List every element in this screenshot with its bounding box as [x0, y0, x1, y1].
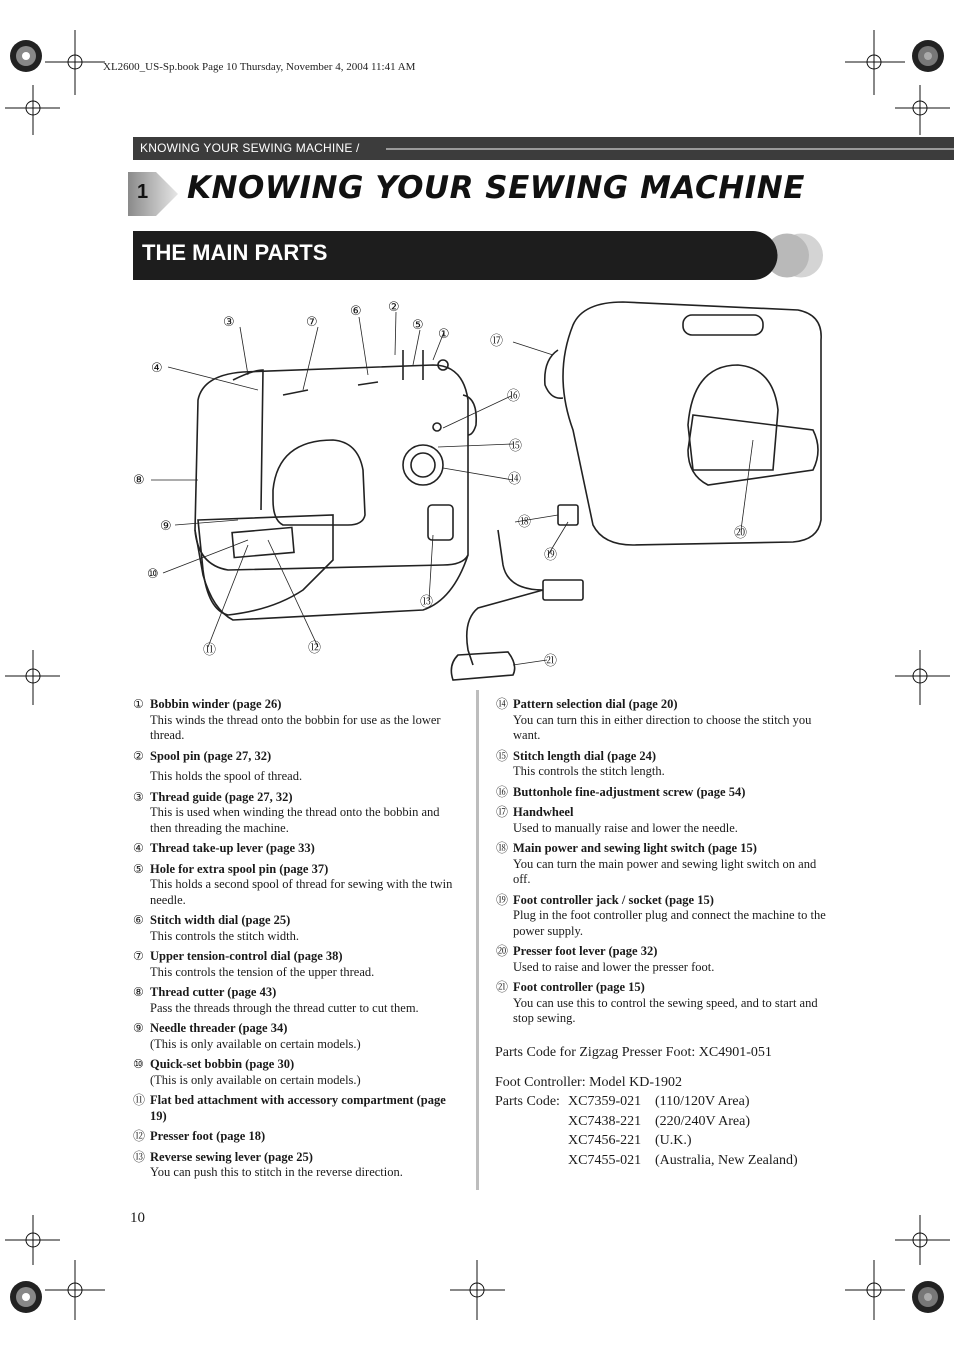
- part-title: Handwheel: [513, 805, 574, 819]
- part-number: ⑬: [133, 1149, 146, 1164]
- handwheel-front: [463, 395, 476, 435]
- callout-16: ⑯: [507, 389, 521, 404]
- part-number: ③: [133, 789, 144, 804]
- part-title: Upper tension-control dial (page 38): [150, 949, 343, 963]
- callout-12: ⑫: [308, 641, 322, 656]
- part-description: Used to raise and lower the presser foot.: [513, 959, 715, 974]
- part-title: Foot controller (page 15): [513, 980, 645, 994]
- part-item: [133, 862, 463, 909]
- part-item: [133, 985, 463, 1016]
- part-item: [496, 749, 826, 780]
- part-title: Presser foot (page 18): [150, 1129, 266, 1143]
- column-divider: [476, 690, 479, 1190]
- parts-code-row: [495, 1131, 825, 1151]
- callout-10: ⑩: [147, 567, 159, 582]
- page-number: 10: [130, 1210, 145, 1226]
- callout-2: ②: [388, 300, 400, 315]
- part-number: ①: [133, 697, 144, 711]
- part-title: Reverse sewing lever (page 25): [150, 1149, 313, 1164]
- registration-mark-top-left: [0, 18, 60, 78]
- part-item: [496, 805, 826, 836]
- part-item: [133, 1021, 463, 1052]
- part-item: [496, 697, 826, 744]
- parts-code: XC7456-221: [568, 1133, 642, 1148]
- part-description: This is used when winding the thread onto the bobbin and then threading the machine.: [150, 805, 440, 835]
- part-number: ㉑: [496, 980, 509, 994]
- callout-17: ⑰: [490, 334, 504, 349]
- part-description: This controls the stitch length.: [513, 764, 665, 778]
- callout-15: ⑮: [509, 439, 523, 454]
- parts-list-left: [133, 697, 463, 1186]
- part-item: [133, 1057, 463, 1088]
- part-item: [133, 949, 463, 980]
- part-number: ⑦: [133, 949, 144, 963]
- part-title: Needle threader (page 34): [150, 1021, 288, 1035]
- rear-arm-opening: [688, 365, 778, 470]
- part-number: ⑭: [496, 697, 509, 711]
- part-item: [133, 1150, 463, 1181]
- cable-plug: [543, 580, 583, 600]
- part-description: Pass the threads through the thread cutter to cut them.: [150, 1000, 419, 1015]
- part-description: This holds the spool of thread.: [150, 769, 303, 783]
- part-number: ④: [133, 841, 144, 855]
- part-number: ⑤: [133, 861, 144, 876]
- running-header-rule: [386, 148, 954, 150]
- section-title: THE MAIN PARTS: [142, 240, 328, 265]
- part-item: [496, 841, 826, 888]
- parts-code-row: [495, 1092, 825, 1112]
- foot-controller-model: Foot Controller: Model KD-1902: [495, 1075, 683, 1090]
- part-description: You can use this to control the sewing speed, and to start and stop sewing.: [513, 995, 818, 1025]
- part-number: ⑯: [496, 784, 509, 799]
- part-description: You can push this to stitch in the reverse direction.: [150, 1165, 403, 1179]
- callout-20: ⑳: [734, 526, 748, 541]
- part-description: You can turn this in either direction to choose the stitch you want.: [513, 712, 812, 742]
- callout-8: ⑧: [133, 473, 145, 488]
- part-item: [133, 841, 463, 857]
- registration-mark-bottom-left: [0, 1275, 60, 1335]
- foot-controller-pedal: [451, 652, 514, 680]
- parts-code-area: (U.K.): [655, 1133, 692, 1148]
- part-title: Stitch width dial (page 25): [150, 913, 291, 927]
- rear-flatbed: [688, 415, 818, 485]
- callout-4: ④: [151, 361, 163, 376]
- part-description: This controls the tension of the upper thread.: [150, 964, 375, 979]
- rear-handwheel: [545, 350, 563, 398]
- part-title: Thread guide (page 27, 32): [150, 789, 293, 804]
- part-item: [133, 749, 463, 785]
- registration-mark-bottom-right: [900, 1275, 954, 1335]
- parts-list-right: [496, 697, 826, 1032]
- zigzag-foot-code: Parts Code for Zigzag Presser Foot: XC4901-051: [495, 1045, 772, 1060]
- part-number: ⑧: [133, 985, 144, 999]
- parts-code: XC7455-021: [568, 1152, 642, 1168]
- part-number: ⑰: [496, 805, 509, 819]
- reverse-lever: [428, 505, 453, 540]
- part-title: Flat bed attachment with accessory compartment (page 19): [150, 1093, 446, 1123]
- parts-code-area: (Australia, New Zealand): [655, 1152, 798, 1168]
- callout-11: ⑪: [203, 643, 217, 658]
- part-title: Bobbin winder (page 26): [150, 697, 282, 711]
- part-number: ⑪: [133, 1093, 146, 1107]
- callout-6: ⑥: [350, 304, 362, 319]
- parts-code-table: [495, 1092, 825, 1170]
- stitch-length-dial-knob: [433, 423, 441, 431]
- part-description: (This is only available on certain models.): [150, 1072, 361, 1087]
- part-item: [133, 1093, 463, 1124]
- front-arm-opening: [273, 440, 365, 525]
- parts-code-row: [495, 1112, 825, 1132]
- part-title: Thread cutter (page 43): [150, 985, 277, 999]
- part-number: ②: [133, 748, 144, 763]
- callout-14: ⑭: [508, 472, 522, 487]
- callout-5: ⑤: [412, 318, 424, 333]
- part-title: Main power and sewing light switch (page 15): [513, 841, 757, 855]
- sewing-machine-diagram: [133, 290, 833, 690]
- part-description: Used to manually raise and lower the needle.: [513, 820, 738, 835]
- foot-controller-cable: [467, 530, 543, 665]
- part-title: Thread take-up lever (page 33): [150, 841, 315, 855]
- parts-code-label: Parts Code:: [495, 1094, 560, 1109]
- part-description: You can turn the main power and sewing light switch on and off.: [513, 856, 817, 886]
- parts-code-row: [495, 1151, 825, 1171]
- rear-handle: [683, 315, 763, 335]
- part-description: This holds a second spool of thread for sewing with the twin needle.: [150, 877, 453, 907]
- part-title: Presser foot lever (page 32): [513, 944, 658, 958]
- callout-7: ⑦: [306, 315, 318, 330]
- part-title: Buttonhole fine-adjustment screw (page 54): [513, 784, 746, 799]
- part-item: [496, 785, 826, 801]
- callout-13: ⑬: [420, 595, 434, 610]
- chapter-number-badge: [128, 172, 178, 216]
- parts-code: XC7359-021: [568, 1094, 642, 1109]
- running-header: KNOWING YOUR SEWING MACHINE /: [140, 141, 360, 155]
- callout-19: ⑲: [544, 548, 558, 563]
- part-title: Hole for extra spool pin (page 37): [150, 861, 329, 876]
- part-item: [133, 697, 463, 744]
- callout-3: ③: [223, 315, 235, 330]
- part-number: ⑱: [496, 841, 509, 855]
- part-title: Quick-set bobbin (page 30): [150, 1057, 295, 1071]
- chapter-title: KNOWING YOUR SEWING MACHINE: [187, 170, 805, 206]
- part-item: [133, 790, 463, 837]
- part-number: ⑥: [133, 913, 144, 927]
- part-description: Plug in the foot controller plug and connect the machine to the power supply.: [513, 908, 826, 938]
- part-number: ⑫: [133, 1129, 146, 1143]
- part-description: This controls the stitch width.: [150, 928, 299, 943]
- callout-21: ㉑: [544, 654, 558, 669]
- parts-code-area: (220/240V Area): [655, 1113, 750, 1129]
- part-item: [496, 980, 826, 1027]
- callout-1: ①: [438, 327, 450, 342]
- callout-18: ⑱: [518, 515, 532, 530]
- chapter-number: 1: [137, 181, 149, 203]
- part-number: ⑮: [496, 748, 509, 763]
- parts-code-area: (110/120V Area): [655, 1094, 750, 1109]
- part-title: Pattern selection dial (page 20): [513, 697, 678, 711]
- pattern-selection-dial: [403, 445, 443, 485]
- part-number: ⑩: [133, 1057, 144, 1071]
- part-number: ⑨: [133, 1021, 144, 1035]
- part-item: [496, 893, 826, 940]
- part-number: ⑳: [496, 944, 509, 958]
- part-number: ⑲: [496, 892, 509, 907]
- parts-code: XC7438-221: [568, 1113, 642, 1129]
- callout-9: ⑨: [160, 519, 172, 534]
- part-description: (This is only available on certain models.): [150, 1036, 361, 1051]
- part-description: This winds the thread onto the bobbin for use as the lower thread.: [150, 712, 441, 742]
- part-title: Spool pin (page 27, 32): [150, 748, 272, 763]
- file-header: XL2600_US-Sp.book Page 10 Thursday, November 4, 2004 11:41 AM: [103, 61, 416, 73]
- front-machine-body: [195, 365, 468, 570]
- part-title: Foot controller jack / socket (page 15): [513, 892, 714, 907]
- part-item: [496, 944, 826, 975]
- part-item: [133, 913, 463, 944]
- part-title: Stitch length dial (page 24): [513, 748, 657, 763]
- registration-mark-top-right: [900, 18, 954, 78]
- part-item: [133, 1129, 463, 1145]
